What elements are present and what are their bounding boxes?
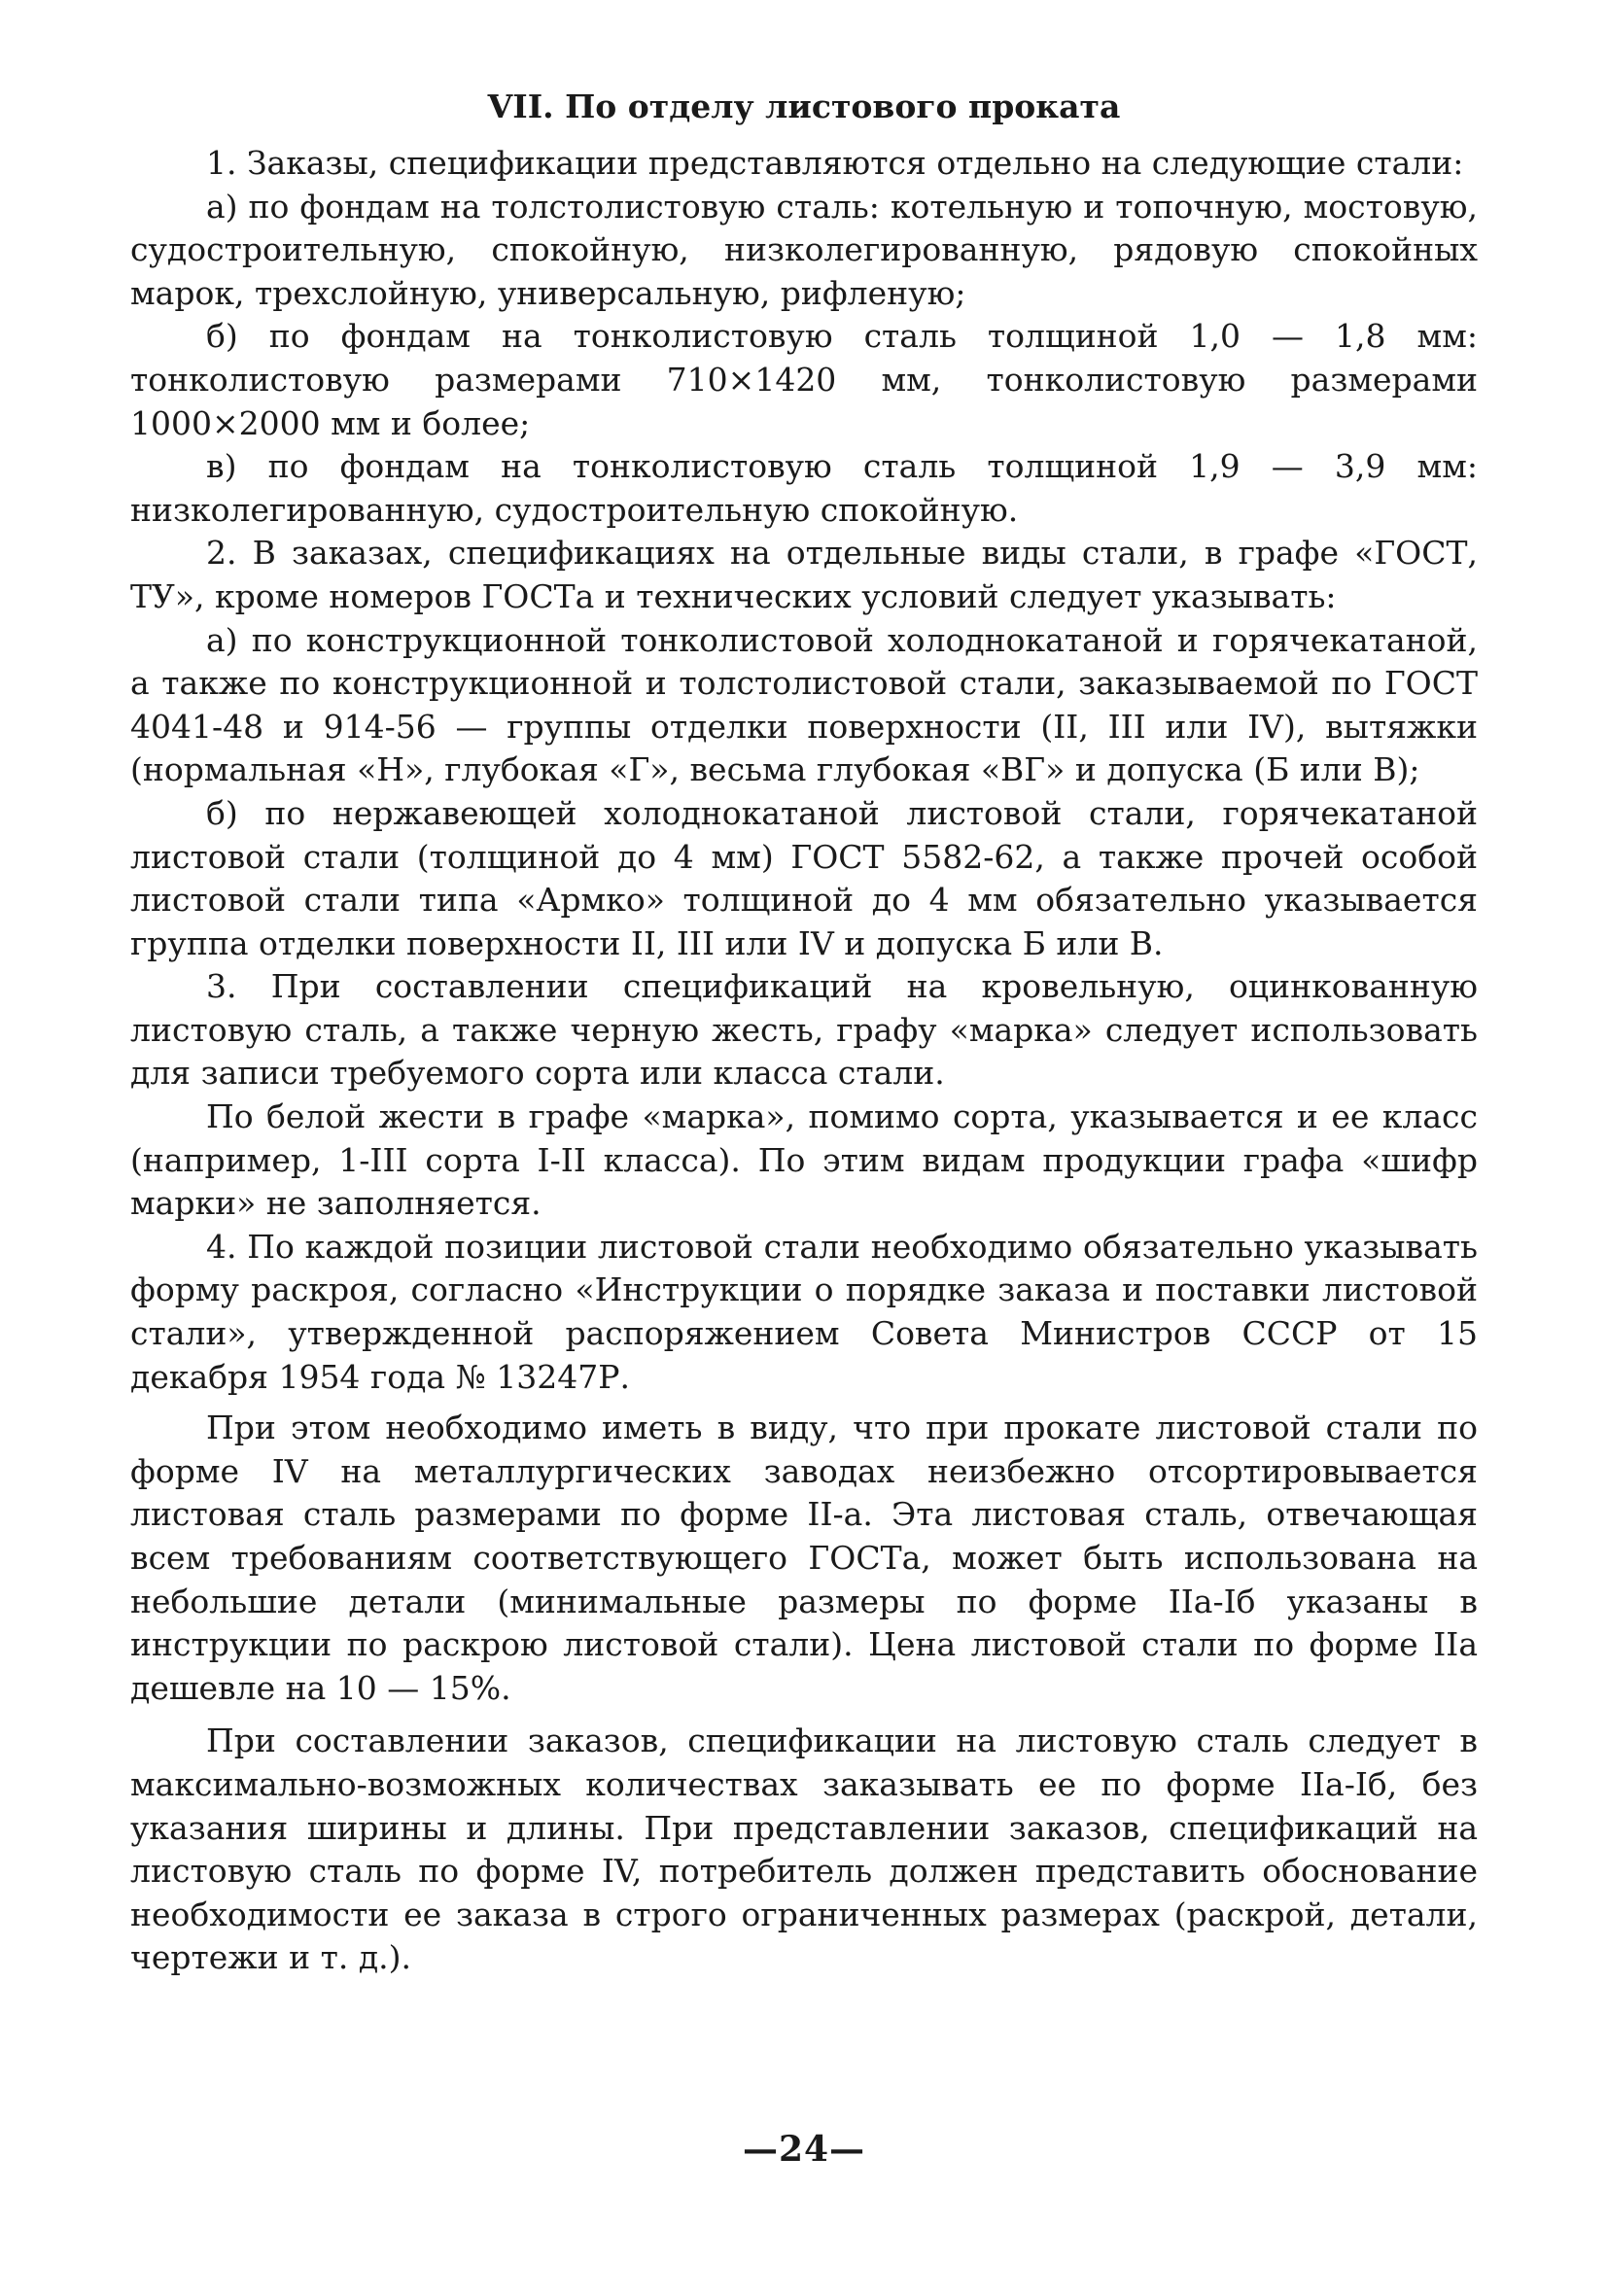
paragraph-1a: а) по фондам на толстолистовую сталь: котельную и топочную, мостовую, судостроительную, спокойную, низколегированную, рядовую спокойных марок, трехслойную, универсальную, рифленую; [130,187,1478,312]
paragraph-4-note: При этом необходимо иметь в виду, что при прокате листовой стали по форме IV на металлургических заводах неизбежно отсортировывается листовая сталь размерами по форме II-а. Эта листовая сталь, отвечающая всем требованиям соответствующего ГОСТа, может быть использована на небольшие детали (минимальные размеры по форме IIа-Iб указаны в инструкции по раскрою листовой стали). Цена листовой стали по форме IIа дешевле на 10 — 15%. [130,1409,1478,1707]
page-number: —24— [742,2129,866,2170]
paragraph-2b: б) по нержавеющей холоднокатаной листовой стали, горячекатаной листовой стали (толщиной до 4 мм) ГОСТ 5582-62, а также прочей особой листовой стали типа «Армко» толщиной до 4 мм обязательно указывается группа отделки поверхности II, III или IV и допуска Б или В. [130,793,1478,962]
paragraph-1b: б) по фондам на тонколистовую сталь толщиной 1,0 — 1,8 мм: тонколистовую размерами 710×1420 мм, тонколистовую размерами 1000×2000 мм и более; [130,317,1478,442]
paragraph-1c: в) по фондам на тонколистовую сталь толщиной 1,9 — 3,9 мм: низколегированную, судостроительную спокойную. [130,447,1478,529]
paragraph-2: 2. В заказах, спецификациях на отдельные виды стали, в графе «ГОСТ, ТУ», кроме номеров ГОСТа и технических условий следует указывать: [130,534,1478,615]
page-body [130,86,1478,1980]
paragraph-3: 3. При составлении спецификаций на кровельную, оцинкованную листовую сталь, а также черную жесть, графу «марка» следует использовать для записи требуемого сорта или класса стали. [130,967,1478,1093]
paragraph-4-order: При составлении заказов, спецификации на листовую сталь следует в максимально-возможных количествах заказывать ее по форме IIа-Iб, без указания ширины и длины. При представлении заказов, спецификаций на листовую сталь по форме IV, потребитель должен представить обоснование необходимости ее заказа в строго ограниченных размерах (раскрой, детали, чертежи и т. д.). [130,1722,1478,1977]
paragraph-4: 4. По каждой позиции листовой стали необходимо обязательно указывать форму раскроя, согласно «Инструкции о порядке заказа и поставки листовой стали», утвержденной распоряжением Совета Министров СССР от 15 декабря 1954 года № 13247Р. [130,1227,1478,1396]
paragraph-3-note: По белой жести в графе «марка», помимо сорта, указывается и ее класс (например, 1-III сорта I-II класса). По этим видам продукции графа «шифр марки» не заполняется. [130,1097,1478,1223]
paragraph-1: 1. Заказы, спецификации представляются отдельно на следующие стали: [206,144,1464,182]
paragraph-2a: а) по конструкционной тонколистовой холоднокатаной и горячекатаной, а также по конструкционной и толстолистовой стали, заказываемой по ГОСТ 4041-48 и 914-56 — группы отделки поверхности (II, III или IV), вытяжки (нормальная «Н», глубокая «Г», весьма глубокая «ВГ» и допуска (Б или В); [130,620,1478,789]
section-heading: VII. По отделу листового проката [487,87,1121,125]
